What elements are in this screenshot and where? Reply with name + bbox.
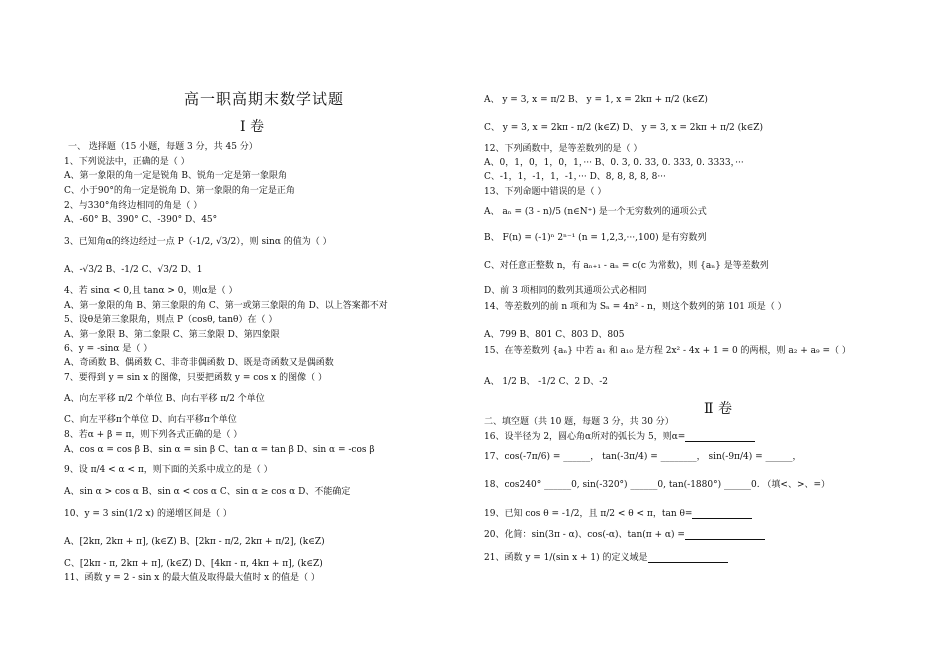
question-line: A、第一象限 B、第二象限 C、第三象限 D、第四象限: [64, 330, 280, 340]
question-line: 14、等差数列的前 n 项和为 Sₙ = 4n² - n，则这个数列的第 101 项是（ ）: [484, 302, 787, 312]
page-title: 高一职高期末数学试题: [184, 90, 345, 108]
answer-blank[interactable]: [685, 441, 755, 442]
question-line: 4、若 sinα < 0,且 tanα > 0，则α是（ ）: [64, 286, 238, 296]
question-line: 3、已知角α的终边经过一点 P（-1/2, √3/2），则 sinα 的值为（ ）: [64, 237, 332, 247]
question-line: 9、设 π/4 < α < π，则下面的关系中成立的是（ ）: [64, 465, 273, 475]
question-line: A、向左平移 π/2 个单位 B、向右平移 π/2 个单位: [64, 394, 265, 404]
question-line: 8、若α + β = π，则下列各式正确的是（ ）: [64, 430, 243, 440]
answer-blank[interactable]: [692, 518, 752, 519]
question-line: D、前 3 项相同的数列其通项公式必相同: [484, 286, 647, 296]
section-1-heading: Ⅰ 卷: [240, 119, 264, 135]
question-line: 10、y = 3 sin(1/2 x) 的递增区间是（ ）: [64, 509, 232, 519]
fill-question: [484, 531, 765, 540]
section-2-intro: 二、填空题（共 10 题，每题 3 分，共 30 分）: [484, 417, 674, 427]
question-line: B、 F(n) = (-1)ⁿ 2ⁿ⁻¹ (n = 1,2,3,···,100) 是有穷数列: [484, 233, 707, 243]
answer-blank[interactable]: [685, 539, 765, 540]
question-line: C、[2kπ - π, 2kπ + π], (k∈Z) D、[4kπ - π, 4kπ + π], (k∈Z): [64, 559, 323, 569]
question-line: 15、在等差数列 {aₙ} 中若 a₁ 和 a₁₀ 是方程 2x² - 4x + 1 = 0 的两根，则 a₂ + a₉ =（ ）: [484, 346, 851, 356]
fill-question: 17、cos(-7π/6) = ______， tan(-3π/4) = ________， sin(-9π/4) = ______，: [484, 452, 802, 462]
answer-blank[interactable]: [648, 562, 728, 563]
question-line: C、 y = 3, x = 2kπ - π/2 (k∈Z) D、 y = 3, x = 2kπ + π/2 (k∈Z): [484, 123, 764, 133]
question-line: 2、与330°角终边相同的角是（ ）: [64, 201, 203, 211]
question-line: C、-1，1，-1，1，-1，··· D、8, 8, 8, 8, 8···: [484, 172, 666, 182]
question-line: A、sin α > cos α B、sin α < cos α C、sin α ≥ cos α D、不能确定: [64, 487, 351, 497]
question-line: 7、要得到 y = sin x 的图像，只要把函数 y = cos x 的图像（ ）: [64, 373, 327, 383]
question-line: 1、下列说法中，正确的是（ ）: [64, 157, 190, 167]
question-line: A、 1/2 B、 -1/2 C、2 D、-2: [484, 377, 609, 387]
question-line: A、[2kπ, 2kπ + π], (k∈Z) B、[2kπ - π/2, 2kπ + π/2], (k∈Z): [64, 537, 325, 547]
question-line: A、0，1，0，1，0，1，··· B、0. 3, 0. 33, 0. 333, 0. 3333，···: [484, 158, 744, 168]
fill-question-text: 20、化简：sin(3π - α)、cos(-α)、tan(π + α) =: [484, 530, 685, 540]
question-line: 11、函数 y = 2 - sin x 的最大值及取得最大值时 x 的值是（ ）: [64, 573, 320, 583]
question-line: A、第一象限的角 B、第三象限的角 C、第一或第三象限的角 D、以上答案都不对: [64, 301, 388, 311]
question-line: 12、下列函数中，是等差数列的是（ ）: [484, 144, 643, 154]
question-line: C、向左平移π个单位 D、向右平移π个单位: [64, 415, 237, 425]
question-line: A、 y = 3, x = π/2 B、 y = 1, x = 2kπ + π/2 (k∈Z): [484, 95, 708, 105]
question-line: A、799 B、801 C、803 D、805: [484, 330, 625, 340]
question-line: A、-60° B、390° C、-390° D、45°: [64, 215, 218, 225]
question-line: A、-√3/2 B、-1/2 C、√3/2 D、1: [64, 265, 203, 275]
question-line: C、对任意正整数 n，有 aₙ₊₁ - aₙ = c(c 为常数)，则 {aₙ} 是等差数列: [484, 261, 769, 271]
question-line: A、奇函数 B、偶函数 C、非奇非偶函数 D、既是奇函数又是偶函数: [64, 358, 334, 368]
fill-question: [484, 510, 752, 519]
section-2-heading: Ⅱ 卷: [704, 401, 732, 417]
question-line: 6、y = -sinα 是（ ）: [64, 344, 153, 354]
question-line: 13、下列命题中错误的是（ ）: [484, 187, 607, 197]
question-line: A、cos α = cos β B、sin α = sin β C、tan α = tan β D、sin α = -cos β: [64, 445, 375, 455]
question-line: A、第一象限的角一定是锐角 B、锐角一定是第一象限角: [64, 171, 287, 181]
fill-question: [484, 554, 728, 563]
question-line: 5、设θ是第三象限角，则点 P（cosθ, tanθ）在（ ）: [64, 315, 278, 325]
question-line: A、 aₙ = (3 - n)/5 (n∈N⁺) 是一个无穷数列的通项公式: [484, 207, 707, 217]
fill-question-text: 16、设半径为 2，圆心角α所对的弧长为 5，则α=: [484, 432, 686, 442]
question-line: C、小于90°的角一定是锐角 D、第一象限的角一定是正角: [64, 186, 295, 196]
fill-question-text: 19、已知 cos θ = -1/2，且 π/2 < θ < π，tan θ=: [484, 509, 693, 519]
fill-question-text: 21、函数 y = 1/(sin x + 1) 的定义域是: [484, 553, 648, 563]
section-1-intro: 一、 选择题（15 小题，每题 3 分，共 45 分）: [68, 142, 258, 152]
fill-question: [484, 433, 755, 442]
fill-question: 18、cos240° ______0, sin(-320°) ______0, tan(-1880°) ______0. （填<、>、=）: [484, 480, 831, 490]
